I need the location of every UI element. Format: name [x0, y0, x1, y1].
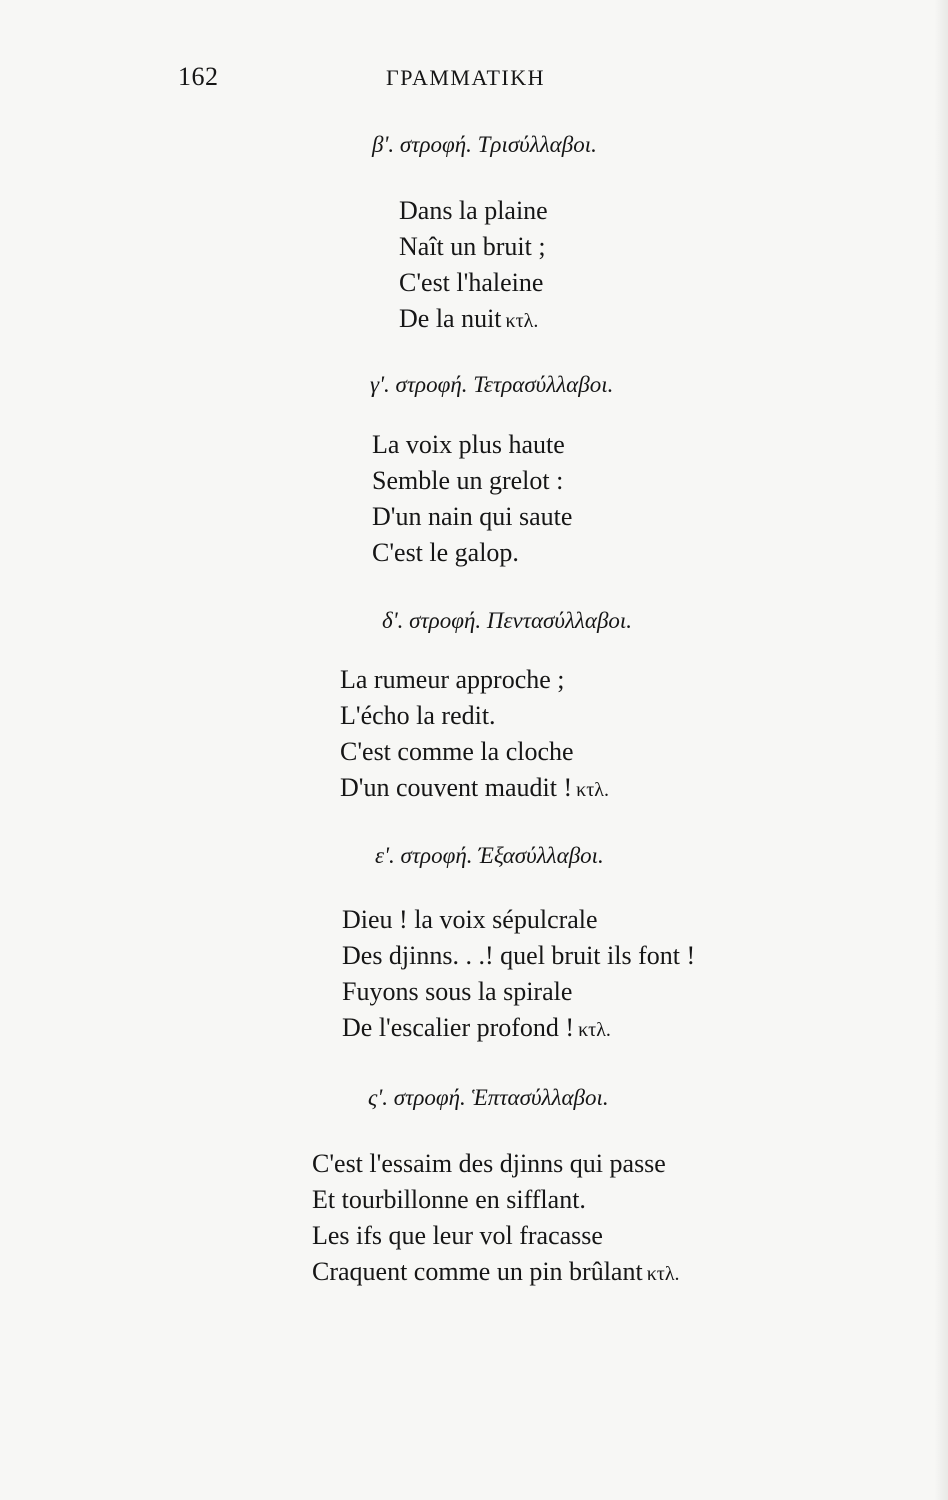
page-header: [178, 62, 778, 102]
verse-line: Et tourbillonne en sifflant.: [312, 1185, 586, 1214]
stanza-4-verse: [342, 902, 695, 1048]
verse-line: Dieu ! la voix sépulcrale: [342, 905, 598, 934]
verse-line: Naît un bruit ;: [399, 232, 546, 261]
verse-line: La voix plus haute: [372, 430, 565, 459]
verse-line: C'est comme la cloche: [340, 737, 574, 766]
stanza-heading-4: ε'. στροφή. Έξασύλλαβοι.: [375, 843, 604, 868]
stanza-heading-2: γ'. στροφή. Τετρασύλλαβοι.: [370, 372, 614, 397]
verse-line: Fuyons sous la spirale: [342, 977, 573, 1006]
verse-line: [312, 1254, 680, 1292]
stanza-heading-3: δ'. στροφή. Πεντασύλλαβοι.: [382, 608, 633, 633]
verse-line: L'écho la redit.: [340, 701, 496, 730]
stanza-1-verse: [399, 193, 548, 339]
verse-line: C'est le galop.: [372, 538, 519, 567]
stanza-heading-1: β'. στροφή. Τρισύλλαβοι.: [372, 132, 597, 157]
verse-line: [342, 1010, 695, 1048]
verse-line: C'est l'essaim des djinns qui passe: [312, 1149, 666, 1178]
ktl-abbreviation: κτλ.: [646, 1263, 680, 1285]
verse-line: C'est l'haleine: [399, 268, 544, 297]
verse-line-text: De la nuit: [399, 304, 502, 333]
ktl-abbreviation: κτλ.: [578, 1019, 611, 1041]
page-edge-shadow: [934, 0, 948, 1500]
verse-line: D'un nain qui saute: [372, 502, 573, 531]
stanza-heading-5: ς'. στροφή. Ἑπτασύλλαβοι.: [368, 1085, 609, 1110]
page-number: 162: [178, 62, 219, 91]
verse-line: [399, 301, 548, 339]
verse-line: [340, 770, 609, 808]
verse-line: Dans la plaine: [399, 196, 548, 225]
stanza-2-verse: [372, 427, 572, 571]
verse-line: Les ifs que leur vol fracasse: [312, 1221, 603, 1250]
verse-line-text: Craquent comme un pin brûlant: [312, 1257, 643, 1286]
stanza-5-verse: [312, 1146, 680, 1292]
running-head: ΓΡΑΜΜΑΤΙΚΗ: [386, 65, 545, 90]
verse-line-text: D'un couvent maudit !: [340, 773, 573, 802]
verse-line: La rumeur approche ;: [340, 665, 565, 694]
verse-line: Des djinns. . .! quel bruit ils font !: [342, 941, 696, 970]
verse-line: Semble un grelot :: [372, 466, 564, 495]
ktl-abbreviation: κτλ.: [505, 310, 539, 332]
verse-line-text: De l'escalier profond !: [342, 1013, 575, 1042]
stanza-3-verse: [340, 662, 609, 808]
ktl-abbreviation: κτλ.: [576, 779, 609, 801]
